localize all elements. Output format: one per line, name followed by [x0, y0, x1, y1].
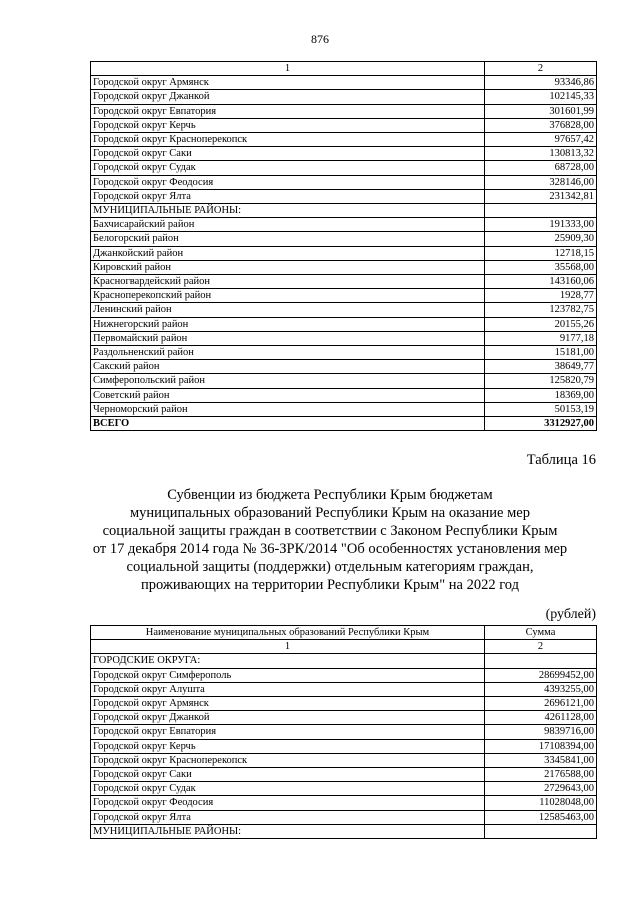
row-value: 68728,00: [485, 161, 597, 175]
row-value: 50153,19: [485, 402, 597, 416]
row-value: [485, 204, 597, 218]
row-name: Городской округ Армянск: [91, 76, 485, 90]
table-row: [91, 289, 597, 303]
row-name: Городской округ Керчь: [91, 739, 485, 753]
table-caption: [60, 486, 600, 594]
table-number-row: [91, 640, 597, 654]
total-value: 3312927,00: [485, 417, 597, 431]
table-row: [91, 810, 597, 824]
row-value: 28699452,00: [485, 668, 597, 682]
caption-line: проживающих на территории Республики Крым" на 2022 год: [140, 577, 520, 593]
row-name: Городской округ Саки: [91, 147, 485, 161]
table-label: Таблица 16: [526, 452, 596, 468]
table-row: [91, 402, 597, 416]
row-value: 1928,77: [485, 289, 597, 303]
caption-line: социальной защиты граждан в соответствии с Законом Республики Крым: [102, 523, 558, 539]
table-row: [91, 204, 597, 218]
table-row: [91, 782, 597, 796]
table-row: [91, 654, 597, 668]
row-name: Городской округ Феодосия: [91, 175, 485, 189]
row-name: Городской округ Симферополь: [91, 668, 485, 682]
table-header-row: [91, 626, 597, 640]
row-name: Красноперекопский район: [91, 289, 485, 303]
table-row: [91, 147, 597, 161]
row-name: Городской округ Алушта: [91, 682, 485, 696]
table-row: [91, 388, 597, 402]
caption-line: от 17 декабря 2014 года № 36-ЗРК/2014 "Об особенностях установления мер: [92, 541, 568, 557]
row-name: Городской округ Красноперекопск: [91, 133, 485, 147]
row-name: Черноморский район: [91, 402, 485, 416]
table-row: [91, 796, 597, 810]
row-name: Городской округ Судак: [91, 782, 485, 796]
row-value: 97657,42: [485, 133, 597, 147]
row-value: 102145,33: [485, 90, 597, 104]
row-name: Городской округ Ялта: [91, 810, 485, 824]
row-value: 17108394,00: [485, 739, 597, 753]
caption-line: Субвенции из бюджета Республики Крым бюджетам: [167, 487, 493, 503]
row-value: [485, 824, 597, 838]
row-value: 35568,00: [485, 260, 597, 274]
table-row: [91, 76, 597, 90]
column-number: 1: [91, 62, 485, 76]
table-row: [91, 360, 597, 374]
table-continuation: [90, 61, 597, 431]
row-name: Городской округ Джанкой: [91, 711, 485, 725]
table-row: [91, 753, 597, 767]
row-value: 93346,86: [485, 76, 597, 90]
row-name: Городской округ Красноперекопск: [91, 753, 485, 767]
row-name: Городской округ Керчь: [91, 118, 485, 132]
table-row: [91, 711, 597, 725]
table-row: [91, 161, 597, 175]
table-row: [91, 175, 597, 189]
row-name: ГОРОДСКИЕ ОКРУГА:: [91, 654, 485, 668]
row-name: Кировский район: [91, 260, 485, 274]
table-row: [91, 768, 597, 782]
caption-line: муниципальных образований Республики Крым на оказание мер: [130, 505, 530, 521]
table-row: [91, 374, 597, 388]
table-row: [91, 739, 597, 753]
row-name: Белогорский район: [91, 232, 485, 246]
row-name: Первомайский район: [91, 331, 485, 345]
column-header-name: Наименование муниципальных образований Республики Крым: [91, 626, 485, 640]
table-row: [91, 682, 597, 696]
table-row: [91, 232, 597, 246]
row-value: 4261128,00: [485, 711, 597, 725]
row-name: Нижнегорский район: [91, 317, 485, 331]
row-name: Ленинский район: [91, 303, 485, 317]
row-value: 125820,79: [485, 374, 597, 388]
row-value: 18369,00: [485, 388, 597, 402]
row-value: 143160,06: [485, 275, 597, 289]
table-row: [91, 118, 597, 132]
column-header-sum: Сумма: [485, 626, 597, 640]
row-value: 2176588,00: [485, 768, 597, 782]
row-value: 9177,18: [485, 331, 597, 345]
row-value: [485, 654, 597, 668]
row-value: 4393255,00: [485, 682, 597, 696]
caption-line: социальной защиты (поддержки) отдельным категориям граждан,: [126, 559, 534, 575]
row-value: 3345841,00: [485, 753, 597, 767]
table-row: [91, 317, 597, 331]
row-value: 130813,32: [485, 147, 597, 161]
table-row: [91, 824, 597, 838]
row-value: 12718,15: [485, 246, 597, 260]
row-name: МУНИЦИПАЛЬНЫЕ РАЙОНЫ:: [91, 824, 485, 838]
row-name: Городской округ Армянск: [91, 697, 485, 711]
row-value: 9839716,00: [485, 725, 597, 739]
row-name: Бахчисарайский район: [91, 218, 485, 232]
row-name: МУНИЦИПАЛЬНЫЕ РАЙОНЫ:: [91, 204, 485, 218]
row-name: Раздольненский район: [91, 346, 485, 360]
row-name: Советский район: [91, 388, 485, 402]
table-header-row: [91, 62, 597, 76]
row-name: Городской округ Джанкой: [91, 90, 485, 104]
row-value: 38649,77: [485, 360, 597, 374]
row-name: Городской округ Феодосия: [91, 796, 485, 810]
table-row: [91, 90, 597, 104]
table-row: [91, 260, 597, 274]
row-value: 376828,00: [485, 118, 597, 132]
column-number: 2: [485, 640, 597, 654]
row-name: Городской округ Ялта: [91, 189, 485, 203]
table-row: [91, 104, 597, 118]
column-number: 1: [91, 640, 485, 654]
row-name: Городской округ Судак: [91, 161, 485, 175]
table-row: [91, 218, 597, 232]
column-number: 2: [485, 62, 597, 76]
row-name: Городской округ Саки: [91, 768, 485, 782]
row-name: Сакский район: [91, 360, 485, 374]
row-value: 12585463,00: [485, 810, 597, 824]
row-value: 20155,26: [485, 317, 597, 331]
row-value: 15181,00: [485, 346, 597, 360]
row-name: Городской округ Евпатория: [91, 725, 485, 739]
table-row: [91, 668, 597, 682]
table-row: [91, 189, 597, 203]
row-name: Городской округ Евпатория: [91, 104, 485, 118]
subvention-table: [90, 625, 597, 839]
units-label: (рублей): [545, 607, 596, 622]
row-value: 25909,30: [485, 232, 597, 246]
table-row: [91, 331, 597, 345]
table-row: [91, 346, 597, 360]
row-value: 123782,75: [485, 303, 597, 317]
row-value: 328146,00: [485, 175, 597, 189]
row-value: 191333,00: [485, 218, 597, 232]
page-number: 876: [311, 32, 329, 46]
row-name: Красногвардейский район: [91, 275, 485, 289]
table-row: [91, 303, 597, 317]
row-value: 231342,81: [485, 189, 597, 203]
total-label: ВСЕГО: [91, 417, 485, 431]
table-row: [91, 275, 597, 289]
table-row: [91, 725, 597, 739]
table-row: [91, 133, 597, 147]
total-row: [91, 417, 597, 431]
table-row: [91, 246, 597, 260]
row-value: 11028048,00: [485, 796, 597, 810]
table-row: [91, 697, 597, 711]
row-value: 2729643,00: [485, 782, 597, 796]
row-name: Джанкойский район: [91, 246, 485, 260]
row-value: 301601,99: [485, 104, 597, 118]
row-value: 2696121,00: [485, 697, 597, 711]
row-name: Симферопольский район: [91, 374, 485, 388]
